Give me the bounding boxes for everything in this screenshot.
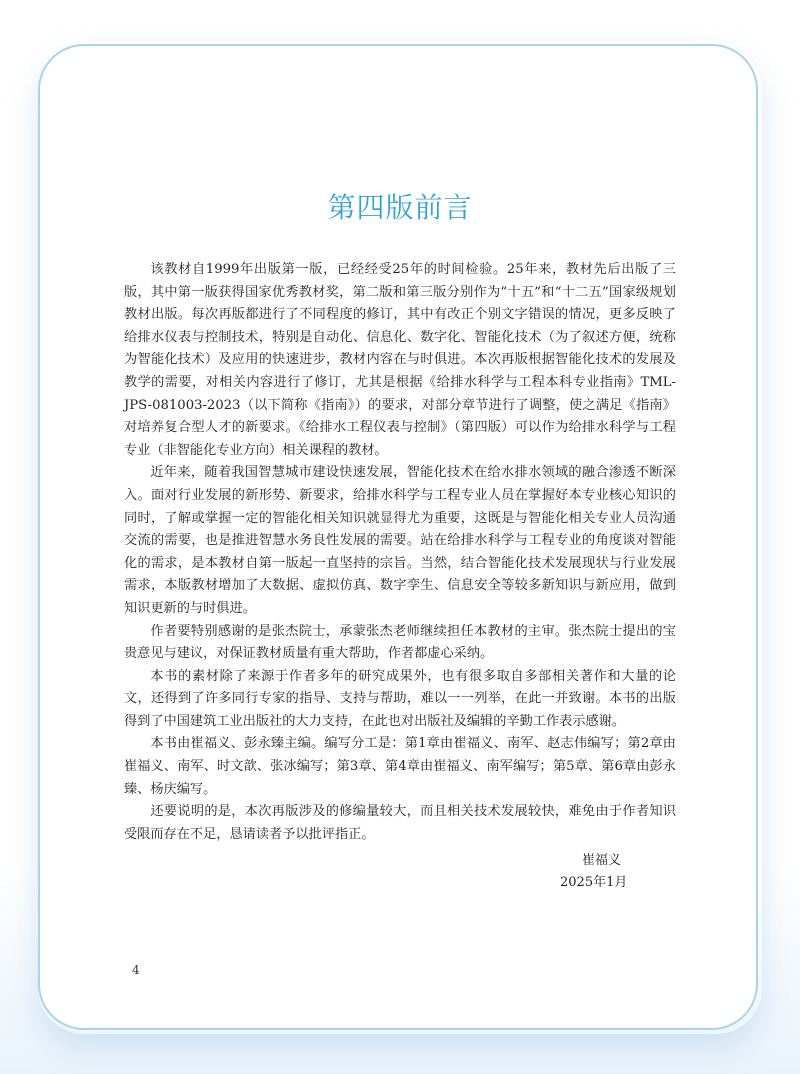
page-number: 4 xyxy=(132,963,140,977)
paragraph: 本书的素材除了来源于作者多年的研究成果外，也有很多取自多部相关著作和大量的论文，还得到了许多同行专家的指导、支持与帮助，难以一一列举，在此一并致谢。本书的出版得到了中国建筑工业出版社的大力支持，在此也对出版社及编辑的辛勤工作表示感谢。 xyxy=(124,668,676,729)
signature-block xyxy=(560,850,650,894)
paragraph: 本书由崔福义、彭永臻主编。编写分工是：第1章由崔福义、南军、赵志伟编写；第2章由崔福义、南军、时文歆、张冰编写；第3章、第4章由崔福义、南军编写；第5章、第6章由彭永臻、杨庆编写。 xyxy=(124,736,676,797)
paragraph: 还要说明的是，本次再版涉及的修编量较大，而且相关技术发展较快，难免由于作者知识受限而存在不足，恳请读者予以批评指正。 xyxy=(124,804,676,842)
paragraph: 作者要特别感谢的是张杰院士，承蒙张杰老师继续担任本教材的主审。张杰院士提出的宝贵意见与建议，对保证教材质量有重大帮助，作者都虚心采纳。 xyxy=(124,623,676,662)
signature-date: 2025年1月 xyxy=(560,875,628,890)
page-title: 第四版前言 xyxy=(327,191,473,224)
preface-body xyxy=(124,259,676,846)
paragraph: 近年来，随着我国智慧城市建设快速发展，智能化技术在给水排水领域的融合渗透不断深入。面对行业发展的新形势、新要求，给排水科学与工程专业人员在掌握好本专业核心知识的同时，了解或掌握一定的智能化相关知识就显得尤为重要，这既是与智能化相关专业人员沟通交流的需要，也是推进智慧水务良性发展的需要。站在给排水科学与工程专业的角度谈对智能化的需求，是本教材自第一版起一直坚持的宗旨。当然，结合智能化技术发展现状与行业发展需求，本版教材增加了大数据、虚拟仿真、数字孪生、信息安全等较多新知识与新应用，做到知识更新的与时俱进。 xyxy=(124,465,676,616)
paragraph: 该教材自1999年出版第一版，已经经受25年的时间检验。25年来，教材先后出版了三版，其中第一版获得国家优秀教材奖，第二版和第三版分别作为“十五”和“十二五”国家级规划教材出版。每次再版都进行了不同程度的修订，其中有改正个别文字错误的情况，更多反映了给排水仪表与控制技术，特别是自动化、信息化、数字化、智能化技术（为了叙述方便，统称为智能化技术）及应用的快速进步，教材内容在与时俱进。本次再版根据智能化技术的发展及教学的需要，对相关内容进行了修订，尤其是根据《给排水科学与工程本科专业指南》TML-JPS-081003-2023（以下简称《指南》）的要求，对部分章节进行了调整，使之满足《指南》对培养复合型人才的新要求。《给排水工程仪表与控制》（第四版）可以作为给排水科学与工程专业（非智能化专业方向）相关课程的教材。 xyxy=(124,262,676,458)
signature-author: 崔福义 xyxy=(582,853,622,868)
